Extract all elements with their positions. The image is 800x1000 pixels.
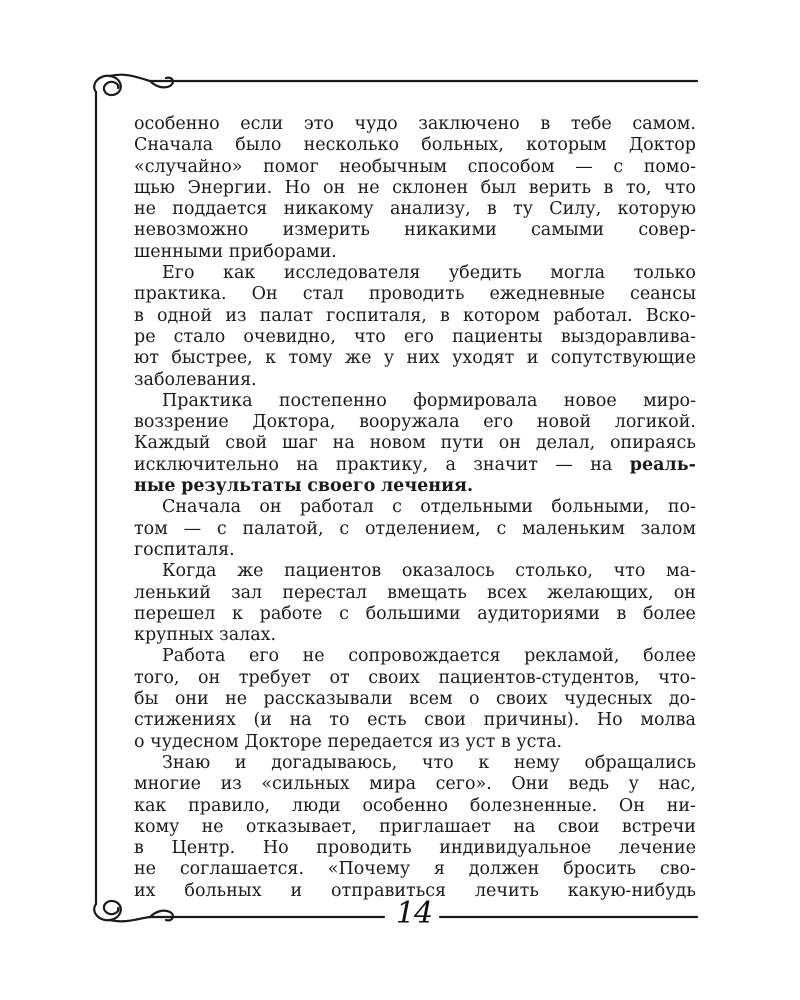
word: «сильных	[261, 774, 350, 795]
word: его	[248, 646, 280, 667]
word: которую	[617, 199, 696, 220]
word: проводить	[368, 284, 465, 305]
word: не	[134, 859, 157, 880]
word: убедить	[448, 263, 522, 284]
text-line	[134, 583, 696, 604]
word: Его	[162, 263, 195, 284]
word: он	[673, 582, 696, 603]
word: самыми	[531, 220, 605, 241]
text-line	[134, 774, 696, 795]
text-line	[134, 710, 696, 731]
word: новое	[563, 390, 617, 411]
word: бросить	[563, 859, 637, 880]
word: не	[225, 689, 248, 710]
word: шаг	[281, 433, 318, 454]
word: нас,	[658, 774, 696, 795]
word: в	[134, 838, 144, 859]
word: Сначала	[134, 135, 214, 156]
word: тебе	[570, 114, 612, 134]
word: к	[265, 348, 277, 369]
word: в	[603, 177, 614, 198]
word: пациентов-студентов,	[438, 667, 640, 688]
text-line	[134, 753, 696, 774]
word: —	[555, 454, 573, 475]
word: не	[302, 646, 325, 667]
word: в	[486, 199, 497, 220]
word: и	[290, 880, 303, 901]
word: новом	[369, 433, 426, 454]
word: опираясь	[610, 433, 696, 454]
word: больных,	[421, 135, 504, 156]
word: на	[289, 710, 312, 731]
text-line	[134, 391, 696, 412]
word: он	[498, 433, 521, 454]
word: чудесных	[564, 689, 653, 710]
word: люди	[291, 795, 341, 816]
word: госпиталя.	[134, 539, 235, 560]
word: перестал	[282, 582, 367, 603]
word: котором	[462, 305, 541, 326]
text-line	[134, 135, 696, 156]
word: только	[633, 263, 696, 284]
word: на	[332, 433, 355, 454]
word: Доктора,	[252, 412, 336, 433]
word: проводить	[316, 838, 412, 859]
word: соглашается.	[179, 859, 305, 880]
word: могла	[550, 263, 606, 284]
word: всех	[486, 582, 527, 603]
word: тому	[288, 348, 333, 369]
word: что-	[658, 667, 696, 688]
word: верить	[528, 177, 592, 198]
word: Центр.	[171, 838, 236, 859]
word: бы	[134, 689, 159, 710]
word: я	[433, 859, 445, 880]
text-line	[134, 689, 696, 710]
page-number: 14	[395, 896, 433, 931]
word: залом	[640, 518, 696, 539]
word: исключительно	[134, 454, 279, 475]
word: сего».	[435, 774, 492, 795]
word: своих	[368, 667, 420, 688]
word: никакому	[283, 199, 374, 220]
word: том	[134, 518, 168, 539]
word: отказывает,	[245, 816, 357, 837]
word: нему	[513, 752, 560, 773]
word: выздоравлива-	[560, 326, 696, 347]
text-line	[134, 646, 696, 667]
word: Знаю	[162, 752, 211, 773]
word: более	[643, 646, 696, 667]
word: Докторе	[244, 731, 322, 752]
word: Но	[284, 177, 311, 198]
text-line	[134, 817, 696, 838]
word: если	[240, 114, 284, 134]
word: ма-	[665, 561, 696, 582]
word: к	[232, 603, 243, 624]
word: правило,	[188, 795, 271, 816]
word: работе	[259, 603, 323, 624]
word: многие	[134, 774, 202, 795]
word: миро-	[643, 390, 696, 411]
text-line	[134, 199, 696, 220]
text-line	[134, 284, 696, 305]
text-line	[134, 263, 696, 284]
word: формировала	[413, 390, 538, 411]
word: работал	[299, 497, 374, 518]
text-line	[134, 455, 696, 476]
word: особенно	[134, 114, 220, 134]
word: было	[235, 135, 282, 156]
text-line	[134, 540, 696, 561]
text-line	[134, 220, 696, 241]
word: это	[303, 114, 334, 134]
word: причины).	[483, 710, 580, 731]
text-line	[134, 306, 696, 327]
word: перешел	[134, 603, 216, 624]
text-line	[134, 433, 696, 454]
word: свои	[557, 816, 600, 837]
word: ведь	[568, 774, 610, 795]
word: заключено	[418, 114, 520, 134]
word: работал.	[553, 305, 633, 326]
word: из	[438, 731, 460, 752]
word: Каждый	[134, 433, 211, 454]
word: быстрее,	[171, 348, 253, 369]
word: индивидуальное	[439, 838, 592, 859]
word: Вско-	[645, 305, 696, 326]
word: не	[134, 199, 157, 220]
word: приборами.	[228, 241, 337, 262]
word: зал	[231, 582, 263, 603]
word: больными,	[551, 497, 650, 518]
word: Сначала	[162, 497, 242, 518]
word: рекламой,	[524, 646, 620, 667]
word: делал,	[535, 433, 596, 454]
word: с	[392, 497, 402, 518]
word: в	[134, 305, 144, 326]
word: невозможно	[134, 220, 249, 241]
word: «случайно»	[134, 156, 243, 177]
text-line	[134, 497, 696, 518]
word: Силу,	[549, 199, 602, 220]
word: залах.	[219, 625, 277, 646]
word: необычным	[339, 156, 448, 177]
word: он	[322, 177, 346, 198]
word: ре	[134, 326, 156, 347]
text-line	[134, 859, 696, 880]
word: болезненные.	[469, 795, 598, 816]
bold-phrase-word: реаль-	[629, 454, 696, 475]
text-line	[134, 796, 696, 817]
bold-phrase-word: результаты	[181, 476, 302, 497]
word: Когда	[162, 561, 217, 582]
word: Он	[251, 284, 278, 305]
word: что	[613, 561, 646, 582]
word: «Почему	[327, 859, 411, 880]
word: требует	[238, 667, 311, 688]
word: маленьким	[522, 518, 625, 539]
text-line	[134, 370, 696, 391]
word: всем	[409, 689, 453, 710]
text-line	[134, 348, 696, 369]
word: чудесном	[150, 731, 239, 752]
word: передается	[327, 731, 434, 752]
word: с	[613, 156, 624, 177]
text-line	[134, 242, 696, 263]
word: с	[339, 518, 350, 539]
word: и	[526, 348, 539, 369]
text-line	[134, 732, 696, 753]
word: сопровождается	[348, 646, 501, 667]
word: кому	[134, 816, 180, 837]
word: он	[259, 497, 282, 518]
word: помог	[263, 156, 319, 177]
word: значит	[473, 454, 538, 475]
word: какую-нибудь	[567, 880, 696, 901]
word: он	[198, 667, 221, 688]
word: ежедневные	[489, 284, 605, 305]
word: до-	[668, 689, 696, 710]
word: их	[134, 880, 156, 901]
word: не	[357, 177, 380, 198]
word: лечение	[618, 838, 696, 859]
word: мира	[369, 774, 417, 795]
word: сво-	[659, 859, 696, 880]
word: с	[216, 518, 227, 539]
word: большими	[365, 603, 461, 624]
word: его	[403, 326, 434, 347]
word: был	[480, 177, 517, 198]
word: молва	[640, 710, 696, 731]
word: анализу,	[389, 199, 471, 220]
text-line	[134, 327, 696, 348]
word: что	[354, 326, 386, 347]
word: —	[183, 518, 202, 539]
word: больных	[184, 880, 262, 901]
word: с	[496, 518, 507, 539]
word: крупных	[134, 625, 214, 646]
word: отправиться	[330, 880, 447, 901]
word: сопутствующие	[550, 348, 696, 369]
word: практика.	[134, 284, 227, 305]
word: госпиталя,	[326, 305, 427, 326]
word: них	[406, 348, 440, 369]
word: догадываюсь,	[271, 752, 398, 773]
word: (и	[253, 710, 272, 731]
word: что	[421, 752, 454, 773]
word: способом	[467, 156, 555, 177]
word: Они	[511, 774, 549, 795]
word: аудиториями	[477, 603, 600, 624]
word: Энергии.	[187, 177, 273, 198]
word: в	[500, 731, 511, 752]
word: отделением,	[364, 518, 481, 539]
word: то	[329, 710, 350, 731]
word: помо-	[643, 156, 696, 177]
word: —	[575, 156, 593, 177]
word: ленький	[134, 582, 211, 603]
word: же	[345, 348, 372, 369]
word: по-	[667, 497, 696, 518]
word: совер-	[638, 220, 696, 241]
word: никакими	[404, 220, 497, 241]
word: поддается	[172, 199, 268, 220]
word: о	[469, 689, 480, 710]
text-line	[134, 178, 696, 199]
word: как	[134, 795, 167, 816]
word: вооружала	[359, 412, 460, 433]
text-line	[134, 157, 696, 178]
word: встречи	[621, 816, 696, 837]
word: его	[483, 412, 514, 433]
word: пациентов	[284, 561, 382, 582]
word: на	[590, 454, 613, 475]
word: щью	[134, 177, 176, 198]
word: свой	[225, 433, 268, 454]
word: пациенты	[452, 326, 543, 347]
word: которым	[526, 135, 607, 156]
word: воззрение	[134, 412, 229, 433]
word: обращались	[584, 752, 696, 773]
word: Но	[262, 838, 289, 859]
word: лечить	[474, 880, 539, 901]
word: свои	[424, 710, 466, 731]
word: уст	[465, 731, 496, 752]
word: склонен	[392, 177, 469, 198]
word: а	[445, 454, 456, 475]
word: же	[237, 561, 264, 582]
word: Он	[618, 795, 645, 816]
word: у	[628, 774, 639, 795]
word: несколько	[303, 135, 400, 156]
word: у	[383, 348, 395, 369]
page-body-text	[134, 114, 696, 902]
word: особенно	[362, 795, 449, 816]
word: заболевания.	[134, 369, 257, 390]
word: стало	[173, 326, 226, 347]
word: сеансы	[630, 284, 696, 305]
text-line	[134, 838, 696, 859]
text-line	[134, 625, 696, 646]
word: ту	[513, 199, 533, 220]
text-line	[134, 604, 696, 625]
word: есть	[367, 710, 407, 731]
word: не	[201, 816, 224, 837]
text-line	[134, 561, 696, 582]
text-line	[134, 476, 696, 497]
word: рассказывали	[263, 689, 393, 710]
word: шенными	[134, 241, 224, 262]
word: в	[439, 305, 450, 326]
bold-phrase-word: своего	[307, 476, 376, 497]
word: к	[478, 752, 490, 773]
word: уста.	[516, 731, 563, 752]
word: желающих,	[547, 582, 654, 603]
text-line	[134, 668, 696, 689]
word: постепенно	[278, 390, 387, 411]
word: они	[174, 689, 209, 710]
word: своих	[495, 689, 548, 710]
word: стижениях	[134, 710, 236, 731]
word: логикой.	[614, 412, 696, 433]
word: о	[134, 731, 145, 752]
word: того,	[134, 667, 180, 688]
text-line	[134, 114, 696, 135]
word: то,	[625, 177, 652, 198]
word: и	[234, 752, 247, 773]
word: новой	[536, 412, 592, 433]
word: самом.	[632, 114, 696, 134]
word: палат	[259, 305, 314, 326]
word: ни-	[666, 795, 696, 816]
word: ют	[134, 348, 159, 369]
word: Работа	[162, 646, 226, 667]
word: одной	[157, 305, 213, 326]
word: должен	[468, 859, 540, 880]
text-line	[134, 519, 696, 540]
word: отдельными	[420, 497, 534, 518]
word: очевидно,	[243, 326, 336, 347]
word: от	[329, 667, 350, 688]
word: чудо	[354, 114, 398, 134]
bold-phrase-word: ные	[134, 476, 176, 497]
text-line	[134, 412, 696, 433]
word: на	[513, 816, 536, 837]
word: что	[664, 177, 696, 198]
word: столько,	[515, 561, 593, 582]
word: из	[225, 305, 247, 326]
word: более	[643, 603, 696, 624]
word: оказалось	[401, 561, 495, 582]
word: в	[616, 603, 627, 624]
word: уходят	[452, 348, 515, 369]
word: с	[339, 603, 349, 624]
word: Но	[596, 710, 623, 731]
word: исследователя	[283, 263, 421, 284]
word: на	[296, 454, 319, 475]
word: вмещать	[387, 582, 467, 603]
bold-phrase-word: лечения.	[380, 476, 474, 497]
word: измерить	[282, 220, 370, 241]
word: в	[540, 114, 551, 134]
word: из	[220, 774, 242, 795]
word: пути	[440, 433, 484, 454]
word: практику,	[335, 454, 429, 475]
word: как	[223, 263, 256, 284]
word: Практика	[162, 390, 253, 411]
word: стал	[302, 284, 344, 305]
word: приглашает	[379, 816, 492, 837]
word: палатой,	[242, 518, 324, 539]
word: Доктор	[628, 135, 696, 156]
